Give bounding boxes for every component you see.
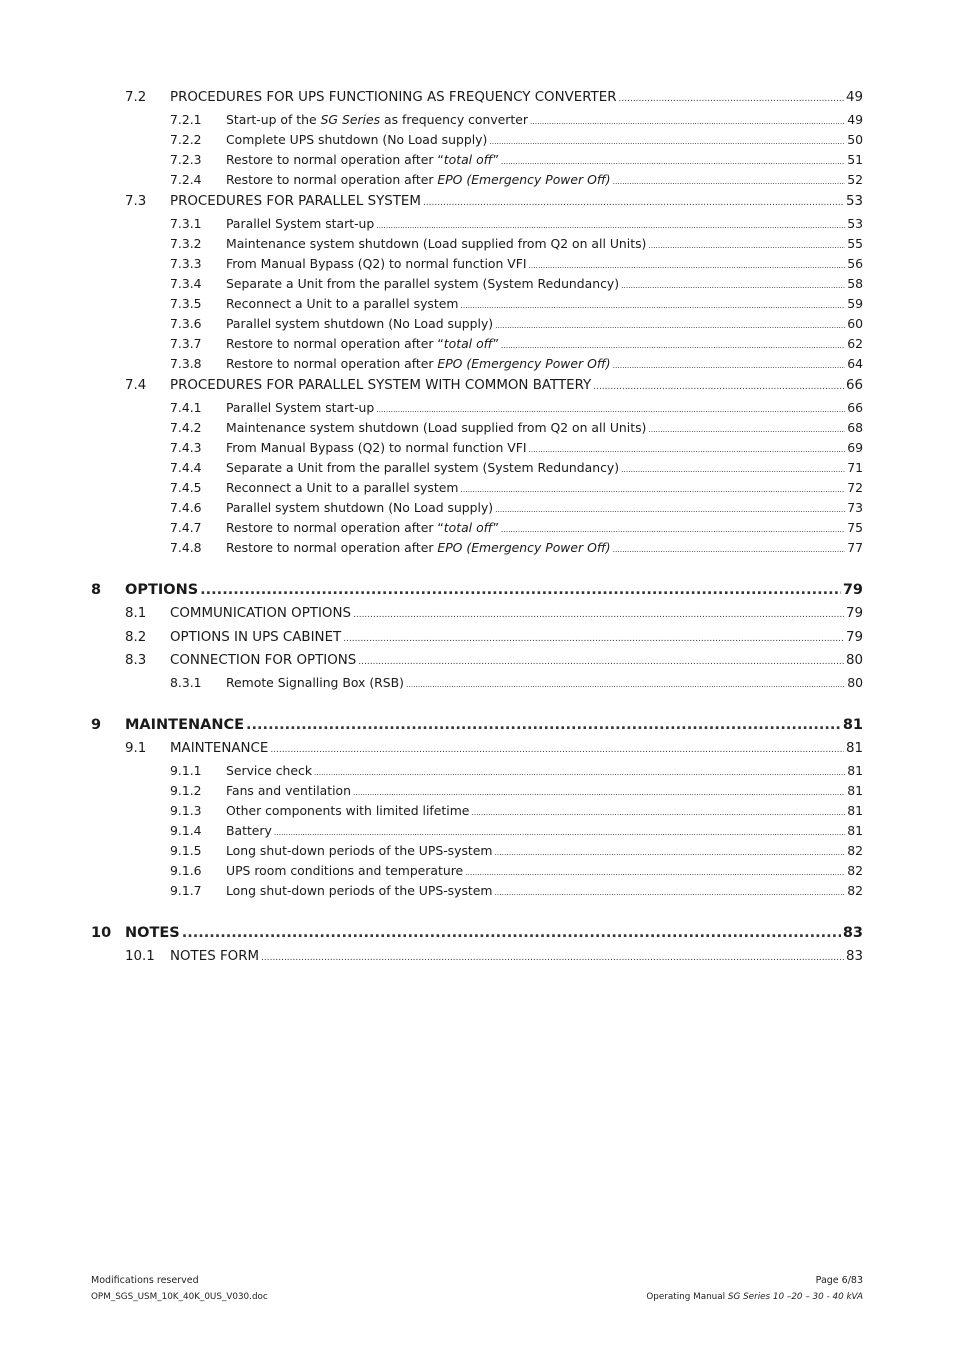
dot-leader — [423, 198, 844, 208]
toc-entry-title-part: Complete UPS shutdown (No Load supply) — [226, 132, 488, 147]
dot-leader — [529, 445, 846, 454]
toc-entry-title-part: Service check — [226, 763, 313, 778]
toc-entry-number: 9.1.1 — [170, 763, 202, 778]
toc-entry-page: 50 — [847, 132, 863, 147]
dot-leader — [495, 321, 845, 330]
toc-entry-title — [226, 336, 499, 351]
toc-entry[interactable] — [0, 460, 954, 478]
dot-leader — [613, 177, 846, 186]
toc-entry-title-part: Start-up of the — [226, 112, 321, 127]
dot-leader — [353, 610, 844, 620]
toc-entry[interactable] — [0, 356, 954, 374]
toc-entry-title — [226, 132, 487, 147]
dot-leader — [406, 680, 845, 689]
toc-entry-title-part: Separate a Unit from the parallel system (System Redundancy) — [226, 460, 620, 475]
toc-entry-title — [226, 152, 499, 167]
dot-leader — [182, 925, 841, 941]
toc-entry-number: 7.4.8 — [170, 540, 202, 555]
toc-entry-number: 9.1.4 — [170, 823, 202, 838]
dot-leader — [619, 94, 844, 104]
dot-leader — [489, 137, 845, 146]
toc-entry-title-part: Long shut-down periods of the UPS-system — [226, 883, 493, 898]
toc-entry-title — [125, 717, 244, 733]
toc-entry-title — [170, 194, 421, 209]
toc-entry-number: 7.3.1 — [170, 216, 202, 231]
dot-leader — [358, 657, 844, 667]
toc-entry-title — [170, 949, 259, 964]
toc-entry-title-part: Long shut-down periods of the UPS-system — [226, 843, 493, 858]
toc-entry-title — [226, 420, 646, 435]
dot-leader — [471, 808, 845, 817]
footer-manual-title: Operating Manual SG Series 10 –20 – 30 - 40 kVA — [646, 1292, 863, 1302]
toc-entry-title-part: SG Series — [320, 112, 381, 127]
toc-entry-page: 52 — [847, 172, 863, 187]
toc-entry-title — [226, 863, 463, 878]
toc-entry-title-part: PROCEDURES FOR UPS FUNCTIONING AS FREQUENCY CONVERTER — [170, 90, 617, 105]
toc-entry-title-part: Parallel System start-up — [226, 216, 375, 231]
toc-entry-title-part: total off — [443, 152, 493, 167]
toc-entry-title-part: Restore to normal operation after — [226, 356, 438, 371]
toc-entry-title-part: Other components with limited lifetime — [226, 803, 470, 818]
toc-entry-number: 7.4.1 — [170, 400, 202, 415]
toc-entry-page: 81 — [847, 783, 863, 798]
toc-entry-title-part: Restore to normal operation after “ — [226, 520, 444, 535]
dot-leader — [270, 745, 844, 755]
toc-entry-title — [226, 400, 374, 415]
toc-entry-page: 49 — [847, 112, 863, 127]
toc-entry[interactable] — [0, 112, 954, 130]
toc-entry[interactable] — [0, 216, 954, 234]
toc-entry-number: 7.3.4 — [170, 276, 202, 291]
dot-leader — [621, 465, 845, 474]
toc-entry-title — [226, 276, 619, 291]
toc-entry-title-part: NOTES FORM — [170, 949, 260, 964]
toc-entry[interactable] — [0, 336, 954, 354]
toc-entry-title-part: as frequency converter — [380, 112, 528, 127]
dot-leader — [501, 525, 845, 534]
toc-entry-title — [170, 378, 591, 393]
toc-entry-page: 82 — [847, 863, 863, 878]
toc-entry-title-part: total off — [443, 336, 493, 351]
dot-leader — [314, 768, 845, 777]
toc-entry-number: 9.1.7 — [170, 883, 202, 898]
toc-entry-title-part: PROCEDURES FOR PARALLEL SYSTEM WITH COMMON BATTERY — [170, 378, 592, 393]
toc-entry-number: 8.1 — [125, 606, 147, 621]
toc-entry-title — [170, 741, 268, 756]
toc-entry-title — [226, 883, 492, 898]
toc-entry-title-part: COMMUNICATION OPTIONS — [170, 606, 351, 621]
toc-entry-title — [226, 216, 374, 231]
toc-entry-title-part: From Manual Bypass (Q2) to normal function VFI — [226, 256, 527, 271]
toc-entry-title — [226, 460, 619, 475]
toc-entry-title-part: Parallel system shutdown (No Load supply) — [226, 316, 494, 331]
toc-entry-number: 7.3.5 — [170, 296, 202, 311]
toc-entry-title — [170, 653, 356, 668]
toc-entry[interactable] — [0, 763, 954, 781]
toc-entry-title-part: NOTES — [125, 925, 180, 941]
dot-leader — [613, 361, 846, 370]
toc-entry-title — [226, 823, 272, 838]
dot-leader — [621, 281, 845, 290]
toc-entry-number: 7.4 — [125, 378, 147, 393]
toc-entry-page: 75 — [847, 520, 863, 535]
toc-entry-title — [226, 172, 611, 187]
toc-entry-title-part: Restore to normal operation after — [226, 540, 438, 555]
toc-entry-title-part: Maintenance system shutdown (Load supplied from Q2 on all Units) — [226, 420, 647, 435]
toc-entry-page: 81 — [845, 741, 863, 756]
toc-entry-number: 8.2 — [125, 629, 147, 645]
toc-entry[interactable] — [0, 949, 954, 969]
toc-entry-page: 72 — [847, 480, 863, 495]
toc-entry[interactable] — [0, 132, 954, 150]
toc-entry[interactable] — [0, 803, 954, 821]
toc-entry[interactable] — [0, 194, 954, 214]
toc-entry-title-part: Remote Signalling Box (RSB) — [226, 675, 404, 690]
toc-entry-title-part: OPTIONS IN UPS CABINET — [170, 629, 342, 645]
toc-entry-title — [226, 763, 312, 778]
toc-entry[interactable] — [0, 863, 954, 881]
toc-entry-number: 7.4.2 — [170, 420, 202, 435]
toc-entry-page: 83 — [842, 925, 863, 941]
toc-entry-title — [226, 296, 458, 311]
toc-entry-number: 8 — [91, 582, 102, 598]
toc-entry-title-part: MAINTENANCE — [170, 741, 269, 756]
toc-entry-page: 79 — [845, 606, 863, 621]
toc-entry-number: 7.2.3 — [170, 152, 202, 167]
toc-entry-page: 73 — [847, 500, 863, 515]
dot-leader — [376, 405, 845, 414]
toc-entry-number: 7.3.6 — [170, 316, 202, 331]
dot-leader — [460, 301, 845, 310]
toc-entry-title — [226, 440, 527, 455]
toc-entry-page: 49 — [845, 90, 863, 105]
toc-entry-title — [170, 90, 617, 105]
toc-entry-number: 7.3.8 — [170, 356, 202, 371]
toc-entry-number: 8.3.1 — [170, 675, 202, 690]
toc-entry-page: 56 — [847, 256, 863, 271]
toc-entry-number: 7.2 — [125, 90, 147, 105]
toc-entry-title-part: Restore to normal operation after “ — [226, 152, 444, 167]
toc-entry[interactable] — [0, 480, 954, 498]
toc-entry-page: 55 — [847, 236, 863, 251]
toc-entry-title — [226, 236, 646, 251]
toc-entry[interactable] — [0, 378, 954, 398]
toc-entry-title — [226, 783, 351, 798]
toc-entry[interactable] — [0, 152, 954, 170]
toc-entry-page: 80 — [845, 653, 863, 668]
toc-entry-title-part: Battery — [226, 823, 272, 838]
toc-entry-page: 60 — [847, 316, 863, 331]
toc-entry[interactable] — [0, 316, 954, 334]
toc-entry-page: 81 — [847, 803, 863, 818]
toc-entry-number: 7.3.2 — [170, 236, 202, 251]
dot-leader — [494, 848, 845, 857]
toc-entry[interactable] — [0, 90, 954, 110]
toc-entry-title — [170, 606, 351, 621]
toc-entry[interactable] — [0, 440, 954, 458]
toc-entry-title-part: Separate a Unit from the parallel system (System Redundancy) — [226, 276, 620, 291]
toc-entry-title-part: Reconnect a Unit to a parallel system — [226, 296, 459, 311]
toc-entry[interactable] — [0, 420, 954, 438]
toc-entry-title-part: Parallel System start-up — [226, 400, 375, 415]
toc-entry-number: 7.4.4 — [170, 460, 202, 475]
toc-entry-title-part: ” — [492, 152, 500, 167]
dot-leader — [648, 425, 845, 434]
dot-leader — [613, 545, 846, 554]
toc-entry-title — [226, 540, 611, 555]
toc-entry[interactable] — [0, 400, 954, 418]
toc-entry-page: 81 — [847, 763, 863, 778]
toc-entry-number: 9.1.5 — [170, 843, 202, 858]
toc-entry[interactable] — [0, 717, 954, 739]
toc-entry[interactable] — [0, 606, 954, 626]
toc-entry-number: 7.4.5 — [170, 480, 202, 495]
toc-entry-number: 9.1.6 — [170, 863, 202, 878]
toc-entry[interactable] — [0, 582, 954, 604]
toc-entry-title-part: PROCEDURES FOR PARALLEL SYSTEM — [170, 194, 421, 209]
toc-entry[interactable] — [0, 653, 954, 673]
toc-entry-title-part: Fans and ventilation — [226, 783, 351, 798]
toc-entry-title — [226, 112, 528, 127]
toc-entry[interactable] — [0, 823, 954, 841]
toc-entry-number: 7.3.3 — [170, 256, 202, 271]
dot-leader — [529, 261, 846, 270]
toc-entry-title-part: ” — [492, 520, 500, 535]
toc-entry-title — [125, 582, 198, 598]
toc-entry-page: 51 — [847, 152, 863, 167]
toc-entry-title — [226, 500, 493, 515]
toc-entry-title-part: Restore to normal operation after — [226, 172, 438, 187]
toc-entry-title-part: CONNECTION FOR OPTIONS — [170, 653, 357, 668]
toc-entry[interactable] — [0, 276, 954, 294]
footer-filename: OPM_SGS_USM_10K_40K_0US_V030.doc — [91, 1292, 268, 1302]
toc-entry-number: 7.2.1 — [170, 112, 202, 127]
toc-entry-page: 82 — [847, 883, 863, 898]
toc-entry-page: 83 — [845, 949, 863, 964]
toc-entry-page: 64 — [847, 356, 863, 371]
dot-leader — [593, 382, 844, 392]
toc-entry-title — [125, 925, 180, 941]
toc-entry-page: 58 — [847, 276, 863, 291]
toc-entry-title — [170, 630, 341, 645]
toc-entry[interactable] — [0, 925, 954, 947]
toc-entry-number: 9.1.3 — [170, 803, 202, 818]
dot-leader — [501, 157, 845, 166]
toc-entry-title-part: total off — [443, 520, 493, 535]
toc-entry-page: 68 — [847, 420, 863, 435]
toc-entry-number: 9.1 — [125, 741, 147, 756]
toc-entry-page: 62 — [847, 336, 863, 351]
footer-page-number: Page 6/83 — [815, 1275, 863, 1286]
toc-entry-title-part: Reconnect a Unit to a parallel system — [226, 480, 459, 495]
dot-leader — [465, 868, 845, 877]
toc-entry-page: 81 — [847, 823, 863, 838]
toc-entry-page: 71 — [847, 460, 863, 475]
dot-leader — [460, 485, 845, 494]
toc-entry-title-part: From Manual Bypass (Q2) to normal function VFI — [226, 440, 527, 455]
toc-entry[interactable] — [0, 630, 954, 650]
dot-leader — [343, 634, 844, 644]
toc-entry-page: 79 — [842, 582, 863, 598]
toc-entry-page: 77 — [847, 540, 863, 555]
toc-entry[interactable] — [0, 675, 954, 693]
toc-entry-title-part: ” — [492, 336, 500, 351]
toc-entry[interactable] — [0, 783, 954, 801]
toc-entry-title — [226, 256, 527, 271]
toc-entry[interactable] — [0, 296, 954, 314]
toc-entry[interactable] — [0, 843, 954, 861]
toc-entry-title — [226, 843, 492, 858]
toc-entry-number: 7.3 — [125, 194, 147, 209]
toc-entry-title — [226, 356, 611, 371]
dot-leader — [648, 241, 845, 250]
toc-entry-page: 80 — [847, 675, 863, 690]
toc-entry-page: 79 — [845, 629, 863, 645]
toc-entry-number: 7.4.6 — [170, 500, 202, 515]
toc-entry-number: 7.3.7 — [170, 336, 202, 351]
toc-entry-title-part: EPO (Emergency Power Off) — [437, 172, 611, 187]
dot-leader — [246, 717, 841, 733]
toc-entry-number: 7.4.3 — [170, 440, 202, 455]
toc-entry-number: 9.1.2 — [170, 783, 202, 798]
toc-entry-page: 59 — [847, 296, 863, 311]
dot-leader — [494, 888, 845, 897]
toc-entry-title — [226, 803, 469, 818]
toc-entry-page: 82 — [847, 843, 863, 858]
toc-entry[interactable] — [0, 741, 954, 761]
toc-entry-page: 81 — [842, 717, 863, 733]
toc-entry[interactable] — [0, 540, 954, 558]
toc-entry[interactable] — [0, 883, 954, 901]
toc-entry-number: 9 — [91, 717, 102, 733]
toc-entry-page: 66 — [847, 400, 863, 415]
dot-leader — [274, 828, 845, 837]
toc-entry-title-part: EPO (Emergency Power Off) — [437, 356, 611, 371]
toc-entry-page: 69 — [847, 440, 863, 455]
toc-entry-title-part: Parallel system shutdown (No Load supply) — [226, 500, 494, 515]
toc-entry[interactable] — [0, 500, 954, 518]
toc-entry[interactable] — [0, 256, 954, 274]
toc-entry-title — [226, 316, 493, 331]
toc-entry-title — [226, 520, 499, 535]
toc-entry-title — [226, 675, 404, 690]
toc-entry-title-part: UPS room conditions and temperature — [226, 863, 464, 878]
toc-entry-page: 53 — [845, 194, 863, 209]
toc-entry-title-part: EPO (Emergency Power Off) — [437, 540, 611, 555]
toc-entry-title-part: OPTIONS — [125, 582, 199, 598]
dot-leader — [501, 341, 845, 350]
toc-entry-page: 66 — [845, 378, 863, 393]
toc-entry[interactable] — [0, 520, 954, 538]
toc-entry-title-part: Maintenance system shutdown (Load supplied from Q2 on all Units) — [226, 236, 647, 251]
dot-leader — [530, 117, 845, 126]
toc-entry-number: 7.2.2 — [170, 132, 202, 147]
dot-leader — [261, 953, 844, 963]
toc-entry-number: 10.1 — [125, 949, 155, 964]
dot-leader — [376, 221, 845, 230]
toc-entry-page: 53 — [847, 216, 863, 231]
toc-entry-number: 7.4.7 — [170, 520, 202, 535]
toc-entry[interactable] — [0, 236, 954, 254]
toc-entry-title-part: MAINTENANCE — [125, 717, 245, 733]
footer-modifications: Modifications reserved — [91, 1275, 199, 1286]
toc-entry-number: 7.2.4 — [170, 172, 202, 187]
dot-leader — [200, 582, 841, 598]
toc-entry[interactable] — [0, 172, 954, 190]
toc-entry-number: 8.3 — [125, 653, 147, 668]
toc-entry-title-part: Restore to normal operation after “ — [226, 336, 444, 351]
dot-leader — [495, 505, 845, 514]
toc-entry-title — [226, 480, 458, 495]
dot-leader — [353, 788, 845, 797]
toc-entry-number: 10 — [91, 925, 112, 941]
